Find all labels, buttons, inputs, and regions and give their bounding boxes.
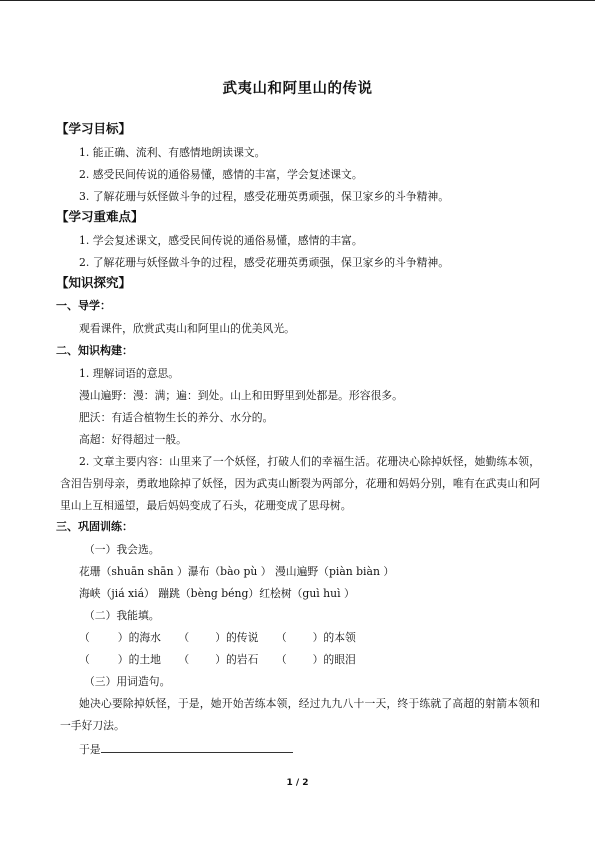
answer-blank-line[interactable] (101, 741, 293, 753)
fill-blank-close: ）的传说 (215, 631, 259, 644)
document-title: 武夷山和阿里山的传说 (222, 81, 373, 97)
practice-sub-heading: （二）我能填。 (84, 609, 160, 622)
goal-item: 2. 感受民间传说的通俗易懂，感情的丰富，学会复述课文。 (79, 168, 363, 181)
word-definition: 漫山遍野：漫：满；遍：到处。山上和田野里到处都是。形容很多。 (79, 389, 403, 402)
fill-blank-open: （ (79, 653, 90, 666)
fill-blank-close: ）的本领 (312, 631, 356, 644)
fill-blank-close: ）的岩石 (215, 653, 259, 666)
sentence-prompt-row (79, 741, 293, 757)
key-point-item: 1. 学会复述课文，感受民间传说的通俗易懂，感情的丰富。 (79, 234, 363, 247)
goal-item: 1. 能正确、流利、有感情地朗读课文。 (79, 146, 266, 159)
practice-sub-heading: （一）我会选。 (84, 543, 160, 556)
fill-blank-close: ）的海水 (117, 631, 161, 644)
word-definition: 高超：好得超过一般。 (79, 433, 187, 446)
fill-blank-close: ）的眼泪 (312, 653, 356, 666)
sentence-prompt-word: 于是 (79, 743, 101, 756)
section-heading-key-points: 【学习重难点】 (56, 209, 144, 224)
example-sentence: 她决心要除掉妖怪，于是，她开始苦练本领，经过九九八十一天，终于练就了高超的射箭本领和一手好刀法。 (60, 697, 540, 732)
page-number: 1 / 2 (286, 778, 309, 788)
pinyin-choice-row: 花珊（shuān shān ）瀑布（bào pù ） 漫山遍野（piàn biàn ） (79, 565, 395, 578)
main-content-paragraph: 2. 文章主要内容：山里来了一个妖怪，打破人们的幸福生活。花珊决心除掉妖怪，她勤练本领，含泪告别母亲，勇敢地除掉了妖怪，因为武夷山断裂为两部分，花珊和妈妈分别，唯有在武夷山和阿里山上互相遥望，最后妈妈变成了石头，花珊变成了思母树。 (60, 455, 540, 512)
subsection-heading-knowledge: 二、知识构建： (56, 344, 133, 357)
knowledge-item: 1. 理解词语的意思。 (79, 367, 180, 380)
section-heading-explore: 【知识探究】 (56, 275, 132, 290)
fill-blank-open: （ (275, 653, 287, 666)
fill-blank-open: （ (275, 631, 287, 644)
guide-text: 观看课件，欣赏武夷山和阿里山的优美风光。 (79, 322, 295, 335)
subsection-heading-guide: 一、导学： (56, 299, 111, 312)
word-definition: 肥沃：有适合植物生长的养分、水分的。 (79, 411, 274, 424)
practice-sub-heading: （三）用词造句。 (84, 675, 171, 688)
fill-blank-row (79, 631, 356, 645)
subsection-heading-practice: 三、巩固训练： (56, 520, 133, 533)
fill-blank-open: （ (79, 631, 90, 644)
goal-item: 3. 了解花珊与妖怪做斗争的过程，感受花珊英勇顽强，保卫家乡的斗争精神。 (79, 190, 450, 203)
fill-blank-open: （ (178, 653, 190, 666)
pinyin-choice-row: 海峡（jiá xiá） 蹦跳（bèng béng）红桧树（guì huì ） (79, 587, 355, 600)
key-point-item: 2. 了解花珊与妖怪做斗争的过程，感受花珊英勇顽强，保卫家乡的斗争精神。 (79, 256, 450, 269)
fill-blank-open: （ (178, 631, 190, 644)
fill-blank-close: ）的土地 (117, 653, 161, 666)
section-heading-goals: 【学习目标】 (56, 121, 132, 136)
fill-blank-row (79, 653, 356, 667)
